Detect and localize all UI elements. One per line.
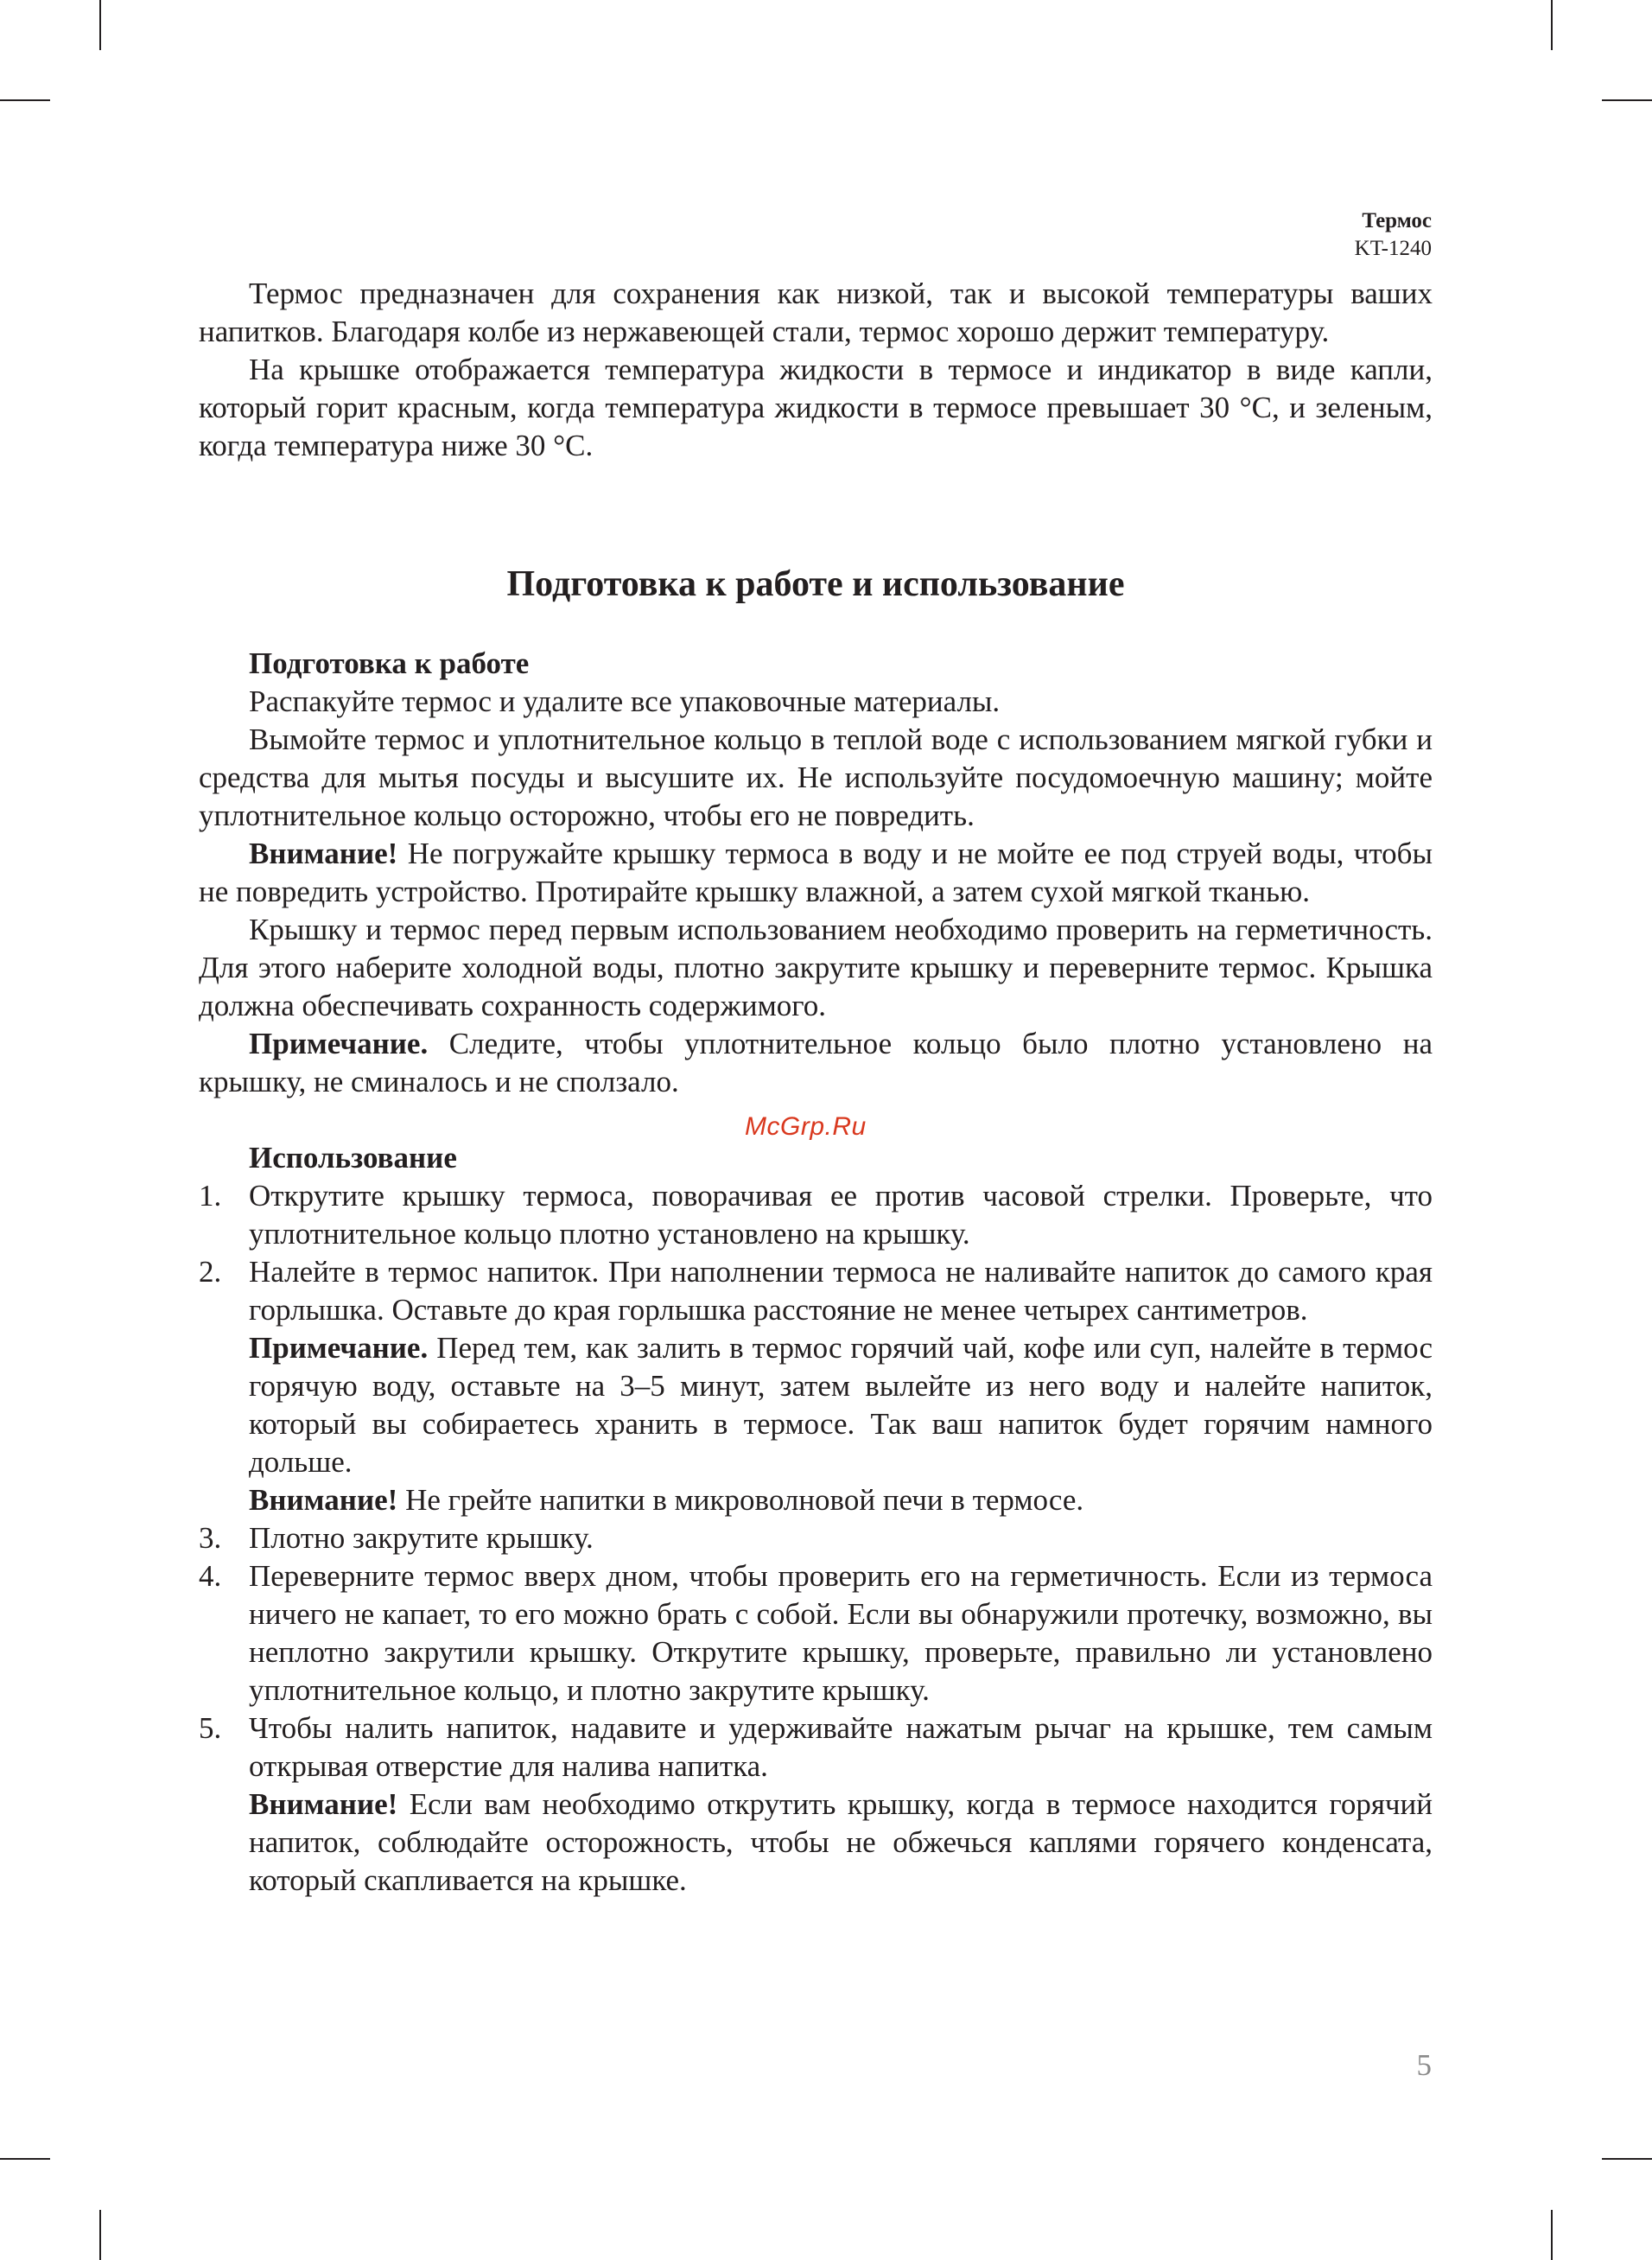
crop-mark xyxy=(1551,2210,1553,2260)
running-header xyxy=(1355,207,1432,263)
step-number: 1. xyxy=(199,1179,222,1213)
page-number: 5 xyxy=(1416,2048,1432,2082)
usage-step xyxy=(199,1557,1433,1709)
warning-label: Внимание! xyxy=(249,1787,398,1821)
preparation-note xyxy=(199,1025,1433,1101)
warning-text: Не погружайте крышку термоса в воду и не мойте ее под струей воды, чтобы не повредить устройство. Протирайте крышку влажной, а затем сухой мягкой тканью. xyxy=(199,837,1433,908)
step-text: Переверните термос вверх дном, чтобы проверить его на герметичность. Если из термоса ничего не капает, то его можно брать с собой. Если вы обнаружили протечку, возможно, вы неплотно закрутили крышку. Открутите крышку, проверьте, правильно ли установлено уплотнительное кольцо, и плотно закрутите крышку. xyxy=(249,1559,1433,1707)
step-number: 2. xyxy=(199,1255,222,1289)
intro-paragraph: Термос предназначен для сохранения как низкой, так и высокой температуры ваших напитков. Благодаря колбе из нержавеющей стали, термос хорошо держит температуру. xyxy=(199,277,1433,348)
section-title: Подготовка к работе и использование xyxy=(506,564,1125,604)
crop-mark xyxy=(0,2158,50,2160)
warning-label: Внимание! xyxy=(249,837,398,870)
preparation-paragraph: Крышку и термос перед первым использованием необходимо проверить на герметичность. Для этого наберите холодной воды, плотно закрутите крышку и переверните термос. Крышка должна обеспечивать сохранность содержимого. xyxy=(199,913,1433,1022)
step-text: Налейте в термос напиток. При наполнении термоса не наливайте напиток до самого края горлышка. Оставьте до края горлышка расстояние не менее четырех сантиметров. xyxy=(249,1255,1433,1327)
preparation-heading: Подготовка к работе xyxy=(249,646,530,680)
step-text: Открутите крышку термоса, поворачивая ее против часовой стрелки. Проверьте, что уплотнительное кольцо плотно установлено на крышку. xyxy=(249,1179,1433,1251)
crop-mark xyxy=(1551,0,1553,50)
usage-step xyxy=(199,1709,1433,1900)
crop-mark xyxy=(99,2210,101,2260)
usage-steps xyxy=(199,1177,1433,1900)
usage-step xyxy=(199,1253,1433,1519)
step-text: Чтобы налить напиток, надавите и удерживайте нажатым рычаг на крышке, тем самым открывая отверстие для налива напитка. xyxy=(249,1711,1433,1783)
watermark: McGrp.Ru xyxy=(745,1112,867,1141)
step-number: 4. xyxy=(199,1559,222,1593)
preparation-warning xyxy=(199,835,1433,911)
step-text: Плотно закрутите крышку. xyxy=(249,1521,594,1555)
header-title: Термос xyxy=(1362,209,1432,232)
crop-mark xyxy=(0,99,50,101)
crop-mark xyxy=(1602,99,1652,101)
warning-text: Не грейте напитки в микроволновой печи в термосе. xyxy=(397,1483,1084,1517)
warning-text: Если вам необходимо открутить крышку, когда в термосе находится горячий напиток, соблюдайте осторожность, чтобы не обжечься каплями горячего конденсата, который скапливается на крышке. xyxy=(249,1787,1433,1897)
intro-paragraph: На крышке отображается температура жидкости в термосе и индикатор в виде капли, который горит красным, когда температура жидкости в термосе превышает 30 °С, и зеленым, когда температура ниже 30 °С. xyxy=(199,353,1433,462)
preparation-paragraph: Вымойте термос и уплотнительное кольцо в теплой воде с использованием мягкой губки и средства для мытья посуды и высушите их. Не используйте посудомоечную машину; мойте уплотнительное кольцо осторожно, чтобы его не повредить. xyxy=(199,723,1433,832)
step-number: 3. xyxy=(199,1521,222,1555)
usage-heading: Использование xyxy=(249,1141,457,1175)
warning-label: Внимание! xyxy=(249,1483,398,1517)
note-label: Примечание. xyxy=(249,1331,429,1365)
crop-mark xyxy=(1602,2158,1652,2160)
step-note xyxy=(249,1329,1433,1481)
header-model: KT-1240 xyxy=(1354,237,1432,260)
step-warning xyxy=(249,1481,1433,1519)
preparation-paragraph: Распакуйте термос и удалите все упаковочные материалы. xyxy=(249,684,1001,718)
usage-step xyxy=(199,1177,1433,1253)
step-number: 5. xyxy=(199,1711,222,1745)
note-label: Примечание. xyxy=(249,1027,429,1060)
crop-mark xyxy=(99,0,101,50)
note-text: Следите, чтобы уплотнительное кольцо было плотно установлено на крышку, не сминалось и не сползало. xyxy=(199,1027,1433,1098)
note-text: Перед тем, как залить в термос горячий чай, кофе или суп, налейте в термос горячую воду, оставьте на 3–5 минут, затем вылейте из него воду и налейте напиток, который вы собираетесь хранить в термосе. Так ваш напиток будет горячим намного дольше. xyxy=(249,1331,1433,1479)
usage-step xyxy=(199,1519,1433,1557)
page-content xyxy=(199,275,1433,1900)
step-warning xyxy=(249,1786,1433,1900)
